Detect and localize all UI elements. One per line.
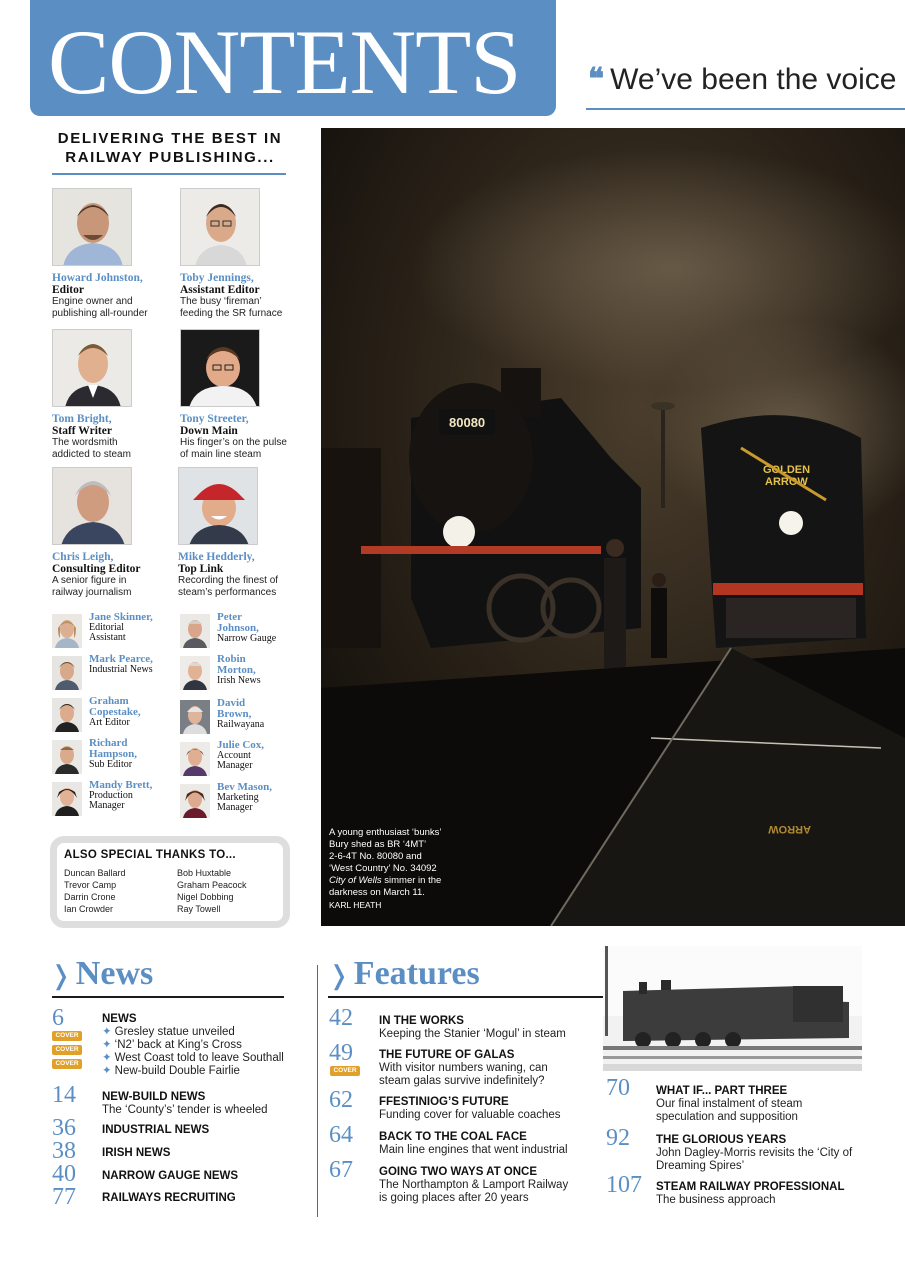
news-item-title: NEWS [102, 1013, 137, 1025]
staff-description: His finger’s on the pulse [180, 437, 287, 448]
staff-description: addicted to steam [52, 449, 131, 460]
staff-name: Mark Pearce, [89, 653, 153, 665]
features-heading [328, 957, 480, 992]
staff-name: Mandy Brett, [89, 779, 153, 791]
caption-line: ‘West Country’ No. 34092 [329, 863, 437, 874]
staff-name: Julie Cox, [217, 739, 265, 751]
star-icon: ✦ [102, 1039, 112, 1051]
staff-card [180, 329, 305, 461]
headboard-text: GOLDEN [763, 464, 811, 476]
divider [52, 173, 286, 175]
staff-name: Hampson, [89, 748, 137, 760]
team-heading-line: DELIVERING THE BEST IN [57, 130, 283, 147]
thanks-name: Bob Huxtable [177, 868, 232, 878]
staff-name: Richard [89, 737, 128, 749]
staff-description: Recording the finest of [178, 575, 279, 586]
cover-badge: COVER [52, 1045, 82, 1055]
staff-photo [52, 740, 82, 774]
staff-entry [52, 612, 172, 652]
page-number: 49 [329, 1040, 353, 1066]
thanks-title: ALSO SPECIAL THANKS TO... [64, 849, 236, 861]
staff-role: Narrow Gauge [217, 633, 277, 644]
news-heading-text: News [75, 955, 154, 992]
staff-name: Tony Streeter, [180, 413, 249, 425]
staff-photo [52, 329, 132, 407]
news-item-title: IRISH NEWS [102, 1147, 171, 1159]
cover-badge: COVER [330, 1066, 360, 1076]
divider [52, 996, 284, 998]
staff-name: Jane Skinner, [89, 611, 153, 623]
staff-photo [52, 188, 132, 266]
photo-caption [329, 827, 454, 911]
photo-credit: KARL HEATH [329, 900, 382, 910]
feature-item[interactable] [379, 1015, 566, 1041]
staff-description: of main line steam [180, 449, 262, 460]
staff-role: Down Main [180, 425, 238, 437]
page-number: 40 [52, 1161, 76, 1187]
staff-photo [180, 784, 210, 818]
staff-name: Howard Johnston, [52, 272, 143, 284]
staff-name: Mike Hedderly, [178, 551, 255, 563]
page-number: 70 [606, 1075, 630, 1101]
staff-card [52, 188, 177, 320]
thanks-box [50, 836, 290, 928]
staff-role: Consulting Editor [52, 563, 141, 575]
thanks-name: Trevor Camp [64, 880, 117, 890]
staff-role: Production [89, 790, 133, 801]
news-item[interactable] [102, 1124, 209, 1137]
feature-subtitle: Main line engines that went industrial [379, 1144, 568, 1156]
staff-role: Railwayana [217, 719, 265, 730]
staff-name: Bev Mason, [217, 781, 272, 793]
caption-line [329, 875, 454, 887]
page-number: 14 [52, 1082, 76, 1108]
staff-role: Top Link [178, 563, 224, 575]
feature-subtitle: Dreaming Spires’ [656, 1160, 745, 1172]
staff-photo [178, 467, 258, 545]
news-subitem [102, 1065, 284, 1078]
feature-subtitle: speculation and supposition [656, 1111, 798, 1123]
staff-description: The wordsmith [52, 437, 118, 448]
staff-entry [180, 698, 300, 738]
feature-subtitle: Our final instalment of steam [656, 1098, 803, 1110]
feature-item[interactable] [379, 1096, 561, 1122]
cover-badge: COVER [52, 1059, 82, 1069]
news-subitem-text: New-build Double Fairlie [114, 1065, 240, 1077]
staff-photo [52, 614, 82, 648]
feature-title: STEAM RAILWAY PROFESSIONAL [656, 1181, 845, 1193]
staff-card [52, 467, 177, 599]
staff-role: Sub Editor [89, 759, 133, 770]
staff-description: publishing all-rounder [52, 308, 148, 319]
staff-entry [52, 780, 172, 820]
number-plate-text: 80080 [449, 415, 486, 430]
staff-description: The busy ‘fireman’ [180, 296, 262, 307]
staff-name: Robin [217, 653, 246, 665]
staff-entry [52, 654, 172, 694]
page-number: 107 [606, 1172, 642, 1198]
news-item-title: RAILWAYS RECRUITING [102, 1192, 236, 1204]
staff-role: Editor [52, 284, 84, 296]
news-subitem-text: Gresley statue unveiled [114, 1026, 235, 1038]
staff-role: Art Editor [89, 717, 130, 728]
cover-badge: COVER [52, 1031, 82, 1041]
feature-subtitle: With visitor numbers waning, can [379, 1062, 548, 1074]
feature-subtitle: Keeping the Stanier ‘Mogul’ in steam [379, 1028, 566, 1040]
feature-subtitle: John Dagley-Morris revisits the ‘City of [656, 1147, 853, 1159]
staff-entry [180, 654, 300, 694]
feature-title: IN THE WORKS [379, 1015, 464, 1027]
feature-item[interactable] [379, 1131, 568, 1157]
news-subitem-text: West Coast told to leave Southall [114, 1052, 284, 1064]
star-icon: ✦ [102, 1052, 112, 1064]
pull-quote-text: We’ve been the voice [610, 63, 897, 96]
staff-name: Copestake, [89, 706, 141, 718]
staff-entry [180, 612, 300, 652]
news-subitem [102, 1039, 284, 1052]
staff-role: Manager [217, 802, 253, 813]
thanks-name: Darrin Crone [64, 892, 116, 902]
staff-name: Graham [89, 695, 129, 707]
thanks-column [64, 867, 126, 915]
staff-entry [180, 740, 300, 780]
staff-card [52, 329, 177, 461]
news-item[interactable] [102, 1192, 236, 1205]
staff-name: Morton, [217, 664, 256, 676]
thanks-name: Graham Peacock [177, 880, 247, 890]
divider [328, 996, 604, 998]
column-divider [317, 965, 318, 1217]
staff-photo [180, 188, 260, 266]
news-subitem [102, 1026, 284, 1039]
staff-role: Irish News [217, 675, 261, 686]
pull-quote [588, 62, 896, 97]
page-number: 92 [606, 1125, 630, 1151]
staff-photo [52, 656, 82, 690]
feature-subtitle: steam galas survive indefinitely? [379, 1075, 545, 1087]
staff-description: railway journalism [52, 587, 132, 598]
news-item-title: NARROW GAUGE NEWS [102, 1170, 239, 1182]
feature-title: FFESTINIOG’S FUTURE [379, 1096, 509, 1108]
thanks-column [177, 867, 247, 915]
chevron-icon: ❭ [328, 960, 350, 990]
staff-name: David [217, 697, 246, 709]
feature-photo [603, 946, 862, 1071]
staff-entry [52, 738, 172, 778]
thanks-name: Nigel Dobbing [177, 892, 234, 902]
caption-italic: City of Wells [329, 875, 382, 886]
news-item[interactable] [102, 1147, 170, 1160]
team-heading [52, 129, 288, 167]
staff-photo [52, 467, 132, 545]
star-icon: ✦ [102, 1065, 112, 1077]
staff-name: Tom Bright, [52, 413, 112, 425]
feature-title: THE GLORIOUS YEARS [656, 1134, 787, 1146]
staff-role: Marketing [217, 792, 259, 803]
staff-photo [180, 614, 210, 648]
features-heading-text: Features [353, 955, 480, 992]
feature-title: WHAT IF... PART THREE [656, 1085, 788, 1097]
news-item[interactable] [102, 1013, 284, 1078]
team-heading-line: RAILWAY PUBLISHING... [65, 149, 275, 166]
feature-title: BACK TO THE COAL FACE [379, 1131, 527, 1143]
staff-role: Staff Writer [52, 425, 112, 437]
caption-line: A young enthusiast ‘bunks’ [329, 827, 442, 838]
quote-mark-icon: ❝ [588, 63, 605, 96]
page-number: 38 [52, 1138, 76, 1164]
staff-card [178, 467, 303, 599]
page-number: 6 [52, 1005, 64, 1031]
main-photo [321, 128, 905, 926]
page-number: 77 [52, 1184, 76, 1210]
staff-role: Editorial [89, 622, 124, 633]
thanks-name: Ray Towell [177, 904, 221, 914]
page-number: 64 [329, 1122, 353, 1148]
feature-title: GOING TWO WAYS AT ONCE [379, 1166, 538, 1178]
divider [586, 108, 905, 110]
reflection-text: ARROW [768, 823, 811, 835]
staff-photo [180, 329, 260, 407]
page-number: 67 [329, 1157, 353, 1183]
staff-role: Assistant [89, 632, 126, 643]
feature-subtitle: The Northampton & Lamport Railway [379, 1179, 569, 1191]
staff-role: Manager [89, 800, 125, 811]
staff-name: Brown, [217, 708, 252, 720]
staff-photo [52, 782, 82, 816]
feature-item[interactable] [656, 1181, 845, 1207]
page-number: 36 [52, 1115, 76, 1141]
feature-item[interactable] [656, 1134, 852, 1173]
contents-banner [30, 0, 556, 116]
staff-name: Toby Jennings, [180, 272, 254, 284]
staff-role: Assistant Editor [180, 284, 260, 296]
news-heading [50, 957, 153, 992]
news-item-title: INDUSTRIAL NEWS [102, 1124, 210, 1136]
caption-line: darkness on March 11. [329, 887, 425, 898]
staff-photo [180, 700, 210, 734]
staff-name: Johnson, [217, 622, 259, 634]
staff-description: feeding the SR furnace [180, 308, 283, 319]
staff-description: steam’s performances [178, 587, 277, 598]
caption-line: Bury shed as BR ‘4MT’ [329, 839, 427, 850]
staff-role: Account [217, 750, 251, 761]
news-subitem [102, 1052, 284, 1065]
staff-role: Manager [217, 760, 253, 771]
feature-subtitle: The business approach [656, 1194, 776, 1206]
news-item[interactable] [102, 1170, 238, 1183]
feature-item[interactable] [379, 1049, 548, 1088]
staff-description: Engine owner and [52, 296, 133, 307]
news-item-title: NEW-BUILD NEWS [102, 1091, 206, 1103]
feature-subtitle: is going places after 20 years [379, 1192, 529, 1204]
page-number: 62 [329, 1087, 353, 1113]
news-item[interactable] [102, 1091, 268, 1117]
feature-title: THE FUTURE OF GALAS [379, 1049, 515, 1061]
staff-photo [180, 742, 210, 776]
staff-description: A senior figure in [52, 575, 127, 586]
staff-entry [180, 782, 300, 822]
news-subitem-text: ‘N2’ back at King’s Cross [114, 1039, 242, 1051]
feature-subtitle: Funding cover for valuable coaches [379, 1109, 561, 1121]
staff-photo [180, 656, 210, 690]
staff-entry [52, 696, 172, 736]
caption-line: 2-6-4T No. 80080 and [329, 851, 422, 862]
page-number: 42 [329, 1005, 353, 1031]
staff-photo [52, 698, 82, 732]
star-icon: ✦ [102, 1026, 112, 1038]
staff-card [180, 188, 305, 320]
staff-name: Peter [217, 611, 243, 623]
thanks-name: Duncan Ballard [64, 868, 126, 878]
staff-role: Industrial News [89, 664, 153, 675]
staff-name: Chris Leigh, [52, 551, 114, 563]
news-item-subtitle: The ‘County’s’ tender is wheeled [102, 1104, 268, 1116]
feature-item[interactable] [379, 1166, 568, 1205]
thanks-name: Ian Crowder [64, 904, 114, 914]
caption-text: simmer in the [381, 875, 442, 886]
chevron-icon: ❭ [50, 960, 72, 990]
headboard-text: ARROW [765, 476, 808, 488]
page-title: CONTENTS [48, 11, 521, 113]
feature-item[interactable] [656, 1085, 802, 1124]
